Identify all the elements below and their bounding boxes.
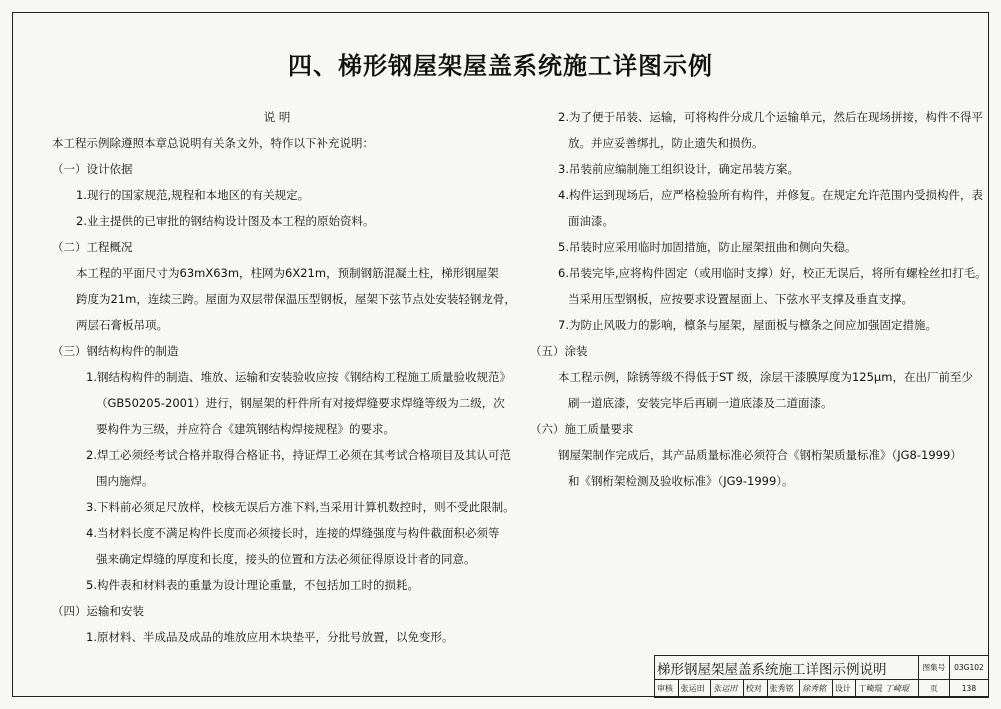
left-column-line: （二）工程概况 [52, 240, 133, 254]
title-block [654, 655, 989, 698]
right-column [530, 104, 987, 494]
left-column-line: 两层石膏板吊项。 [76, 318, 168, 332]
left-column-line: 2.焊工必须经考试合格并取得合格证书，持证焊工必须在其考试合格项目及其认可范 [86, 448, 511, 462]
left-column-line: 本工程的平面尺寸为63mX63m，柱网为6X21m，预制钢筋混凝土柱，梯形钢屋架 [76, 266, 499, 280]
left-column-line: 要构件为三级，并应符合《建筑钢结构焊接规程》的要求。 [96, 422, 395, 436]
right-column-line: （五）涂装 [530, 344, 588, 358]
right-lines [530, 104, 987, 494]
page-title: 四、梯形钢屋架屋盖系统施工详图示例 [288, 51, 713, 80]
left-column-line: 强来确定焊缝的厚度和长度，接头的位置和方法必须征得原设计者的同意。 [96, 552, 476, 566]
section-heading: 说 明 [263, 110, 291, 124]
left-lines [52, 130, 516, 650]
design-label: 设计 [832, 680, 856, 698]
reviewer-name: 张运田 [678, 680, 711, 698]
right-column-line: 3.吊装前应编制施工组织设计，确定吊装方案。 [558, 162, 799, 176]
left-column-line: 1.现行的国家规范,规程和本地区的有关规定。 [76, 188, 310, 202]
right-column-line: 7.为防止风吸力的影响，檩条与屋架，屋面板与檩条之间应加强固定措施。 [558, 318, 937, 332]
right-column-line: 5.吊装时应采用临时加固措施，防止屋架扭曲和侧向失稳。 [558, 240, 857, 254]
left-column [52, 104, 516, 650]
designer-name: 丁崎琨 [858, 684, 883, 693]
atlas-number: 03G102 [949, 656, 988, 680]
right-column-line: 钢屋架制作完成后，其产品质量标准必须符合《钢桁架质量标准》（JG8-1999） [558, 448, 962, 462]
right-column-line: 2.为了便于吊装、运输，可将构件分成几个运输单元，然后在现场拼接，构件不得平 [558, 110, 983, 124]
left-column-line: （GB50205-2001）进行，钢屋架的杆件所有对接焊缝要求焊缝等级为二级，次 [96, 396, 505, 410]
left-column-line: 围内施焊。 [96, 474, 154, 488]
right-column-line: 面油漆。 [568, 214, 614, 228]
drawing-title: 梯形钢屋架屋盖系统施工详图示例说明 [655, 656, 919, 680]
right-column-line: 刷一道底漆，安装完毕后再刷一道底漆及二道面漆。 [568, 396, 833, 410]
right-column-line: 4.构件运到现场后，应严格检验所有构件，并修复。在规定允许范围内受损构件，表 [558, 188, 983, 202]
right-column-line: 本工程示例，除锈等级不得低于ST 级，涂层干漆膜厚度为125μm，在出厂前至少 [558, 370, 973, 384]
left-column-line: 本工程示例除遵照本章总说明有关条文外，特作以下补充说明： [52, 136, 374, 150]
right-column-line: （六）施工质量要求 [530, 422, 634, 436]
designer-signature: 丁崎琨 [884, 684, 909, 693]
left-column-line: 1.原材料、半成品及成品的堆放应用木块垫平，分批号放置，以免变形。 [86, 630, 454, 644]
check-label: 校对 [743, 680, 767, 698]
page-label: 页 [918, 680, 949, 698]
checker-signature: 徐秀铭 [800, 680, 833, 698]
right-column-line: 和《钢桁架检测及验收标准》（JG9-1999）。 [568, 474, 794, 488]
right-column-line: 当采用压型钢板，应按要求设置屋面上、下弦水平支撑及垂直支撑。 [568, 292, 913, 306]
reviewer-signature: 张运田 [711, 680, 744, 698]
checker-name: 张秀铭 [767, 680, 800, 698]
left-column-line: 2.业主提供的已审批的钢结构设计图及本工程的原始资料。 [76, 214, 375, 228]
right-column-line: 6.吊装完毕,应将构件固定（或用临时支撑）好，校正无误后，将所有螺栓丝扣打毛。 [558, 266, 987, 280]
designer-name-signature [856, 680, 919, 698]
left-column-line: 4.当材料长度不满足构件长度而必须接长时，连接的焊缝强度与构件截面积必须等 [86, 526, 500, 540]
left-column-line: （一）设计依据 [52, 162, 133, 176]
page-number: 138 [949, 680, 988, 698]
left-column-line: 5.构件表和材料表的重量为设计理论重量，不包括加工时的损耗。 [86, 578, 419, 592]
atlas-label: 图集号 [918, 656, 949, 680]
right-column-line: 放。并应妥善绑扎，防止遗失和损伤。 [568, 136, 764, 150]
left-column-line: 跨度为21m，连续三跨。屋面为双层带保温压型钢板，屋架下弦节点处安装轻钢龙骨， [76, 292, 516, 306]
left-column-line: 1.钢结构构件的制造、堆放、运输和安装验收应按《钢结构工程施工质量验收规范》 [86, 370, 511, 384]
left-column-line: （四）运输和安装 [52, 604, 144, 618]
left-column-line: （三）钢结构构件的制造 [52, 344, 179, 358]
left-column-line: 3.下料前必须足尺放样，校核无误后方准下料,当采用计算机数控时，则不受此限制。 [86, 500, 515, 514]
review-label: 审核 [655, 680, 679, 698]
